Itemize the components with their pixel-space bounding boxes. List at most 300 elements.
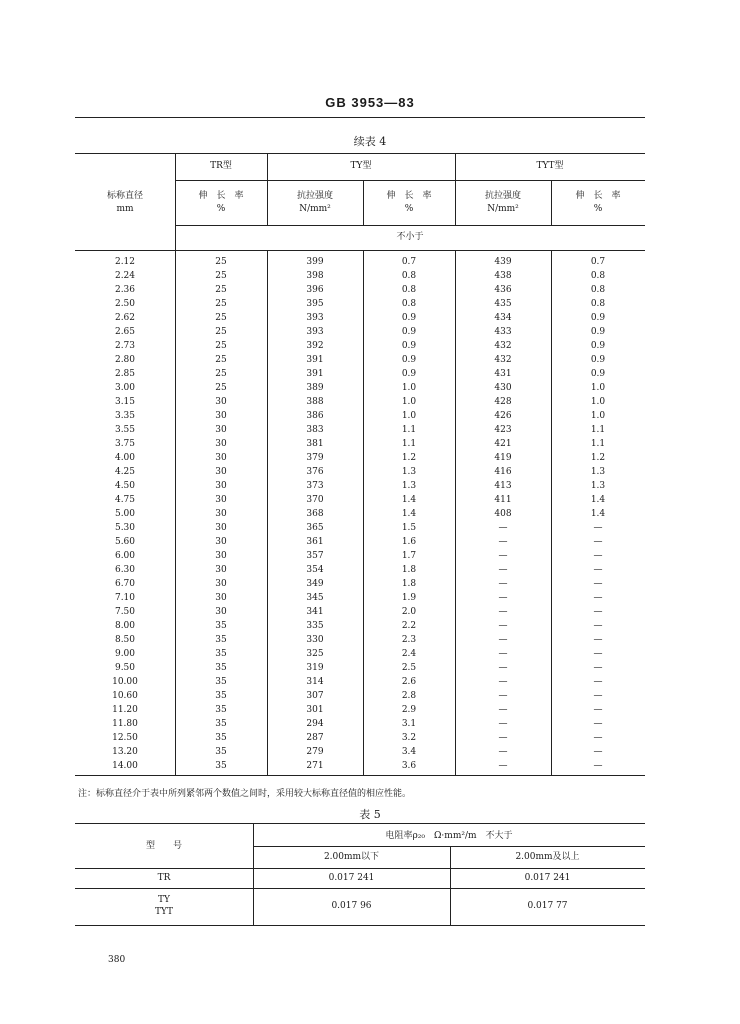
table-cell: — [498,523,508,533]
table-row [75,467,645,481]
t5-row-type: TY [158,895,170,905]
table-row [75,439,645,453]
table-cell: 396 [306,285,324,295]
table-cell: 2.24 [114,271,136,281]
table-cell: 287 [306,733,324,743]
table-cell: 376 [306,467,324,477]
table-cell: — [593,607,603,617]
table-row [75,621,645,635]
table-cell: — [498,537,508,547]
table-cell: 2.4 [401,649,417,659]
table-cell: 319 [306,663,324,673]
table-cell: 314 [306,677,324,687]
table-cell: 5.30 [114,523,136,533]
table-cell: 1.6 [401,537,417,547]
table-cell: — [593,523,603,533]
table-cell: 421 [494,439,512,449]
table-cell: 1.3 [401,467,417,477]
table-row [75,719,645,733]
table-cell: 1.0 [590,411,606,421]
table-row [75,537,645,551]
table-cell: 1.4 [590,495,606,505]
table-cell: 1.1 [590,425,606,435]
table-row [75,285,645,299]
table-cell: 11.80 [112,719,138,729]
table-cell: 6.30 [114,565,136,575]
table-cell: 30 [215,453,227,463]
table-cell: 365 [306,523,324,533]
table-cell: 393 [306,313,324,323]
table-cell: 0.7 [590,257,606,267]
table-cell: 330 [306,635,324,645]
table-row [75,327,645,341]
table-cell: 13.20 [112,747,138,757]
table-cell: 379 [306,453,324,463]
table-row [75,397,645,411]
table-cell: 35 [215,705,227,715]
table-cell: 2.85 [114,369,136,379]
table-cell: 25 [215,369,227,379]
table-cell: 2.9 [401,705,417,715]
table-cell: — [498,691,508,701]
table-cell: 391 [306,369,324,379]
header-rule [75,117,645,118]
table-cell: — [498,705,508,715]
table-cell: 413 [494,481,512,491]
table-cell: 341 [306,607,324,617]
table-cell: 294 [306,719,324,729]
table-cell: 2.36 [114,285,136,295]
table-row [75,299,645,313]
table-cell: — [498,733,508,743]
table-cell: 433 [494,327,512,337]
table-row [75,453,645,467]
table-row [75,593,645,607]
table-cell: 393 [306,327,324,337]
table-cell: — [498,747,508,757]
group-ty: TY型 [350,161,372,171]
table-cell: 30 [215,397,227,407]
table-cell: 11.20 [112,705,138,715]
table-cell: — [498,593,508,603]
table-cell: 30 [215,565,227,575]
table-cell: 2.5 [401,663,417,673]
table-cell: 35 [215,635,227,645]
t5-row-type2: TYT [155,907,173,917]
table-cell: 392 [306,341,324,351]
standard-header: GB 3953—83 [325,95,415,110]
table-row [75,579,645,593]
group-tyt: TYT型 [536,161,564,171]
table-cell: 0.8 [590,271,606,281]
table-cell: 1.4 [590,509,606,519]
table-cell: 35 [215,621,227,631]
table-cell: 35 [215,747,227,757]
table-cell: 432 [494,355,512,365]
table-cell: 1.0 [401,411,417,421]
table-cell: 30 [215,425,227,435]
table-cell: 2.3 [401,635,417,645]
table-cell: 3.15 [114,397,136,407]
table-cell: 35 [215,719,227,729]
table-cell: 1.8 [401,565,417,575]
table-cell: 9.00 [114,649,136,659]
table-cell: 3.55 [114,425,136,435]
table-row [75,383,645,397]
table-cell: — [498,677,508,687]
t5-row-a: 0.017 241 [328,873,375,883]
table-cell: 4.25 [114,467,136,477]
table-row [75,705,645,719]
table-cell: 3.00 [114,383,136,393]
table-row [75,509,645,523]
table-cell: 25 [215,313,227,323]
table-row [75,425,645,439]
table-cell: 2.50 [114,299,136,309]
table-row [75,355,645,369]
table-cell: 361 [306,537,324,547]
table-cell: 30 [215,551,227,561]
table-cell: 7.50 [114,607,136,617]
table-cell: 0.8 [590,285,606,295]
table-cell: 8.50 [114,635,136,645]
table-row [75,271,645,285]
table-row [75,523,645,537]
table-cell: — [593,537,603,547]
table-cell: 307 [306,691,324,701]
t5-row-rule [75,888,645,889]
table-cell: 35 [215,649,227,659]
t5-row-type: TR [157,873,171,883]
table-cell: 25 [215,383,227,393]
table-cell: 391 [306,355,324,365]
table-cell: 349 [306,579,324,589]
table-cell: 35 [215,691,227,701]
tyt-tensile-header: 抗拉强度 [484,191,521,201]
table-cell: 2.6 [401,677,417,687]
table-cell: 0.9 [401,369,417,379]
table-row [75,341,645,355]
table-cell: 434 [494,313,512,323]
table-cell: 1.4 [401,509,417,519]
t5-row-b: 0.017 241 [524,873,571,883]
table-cell: — [593,649,603,659]
table-cell: 0.9 [401,355,417,365]
table-cell: 408 [494,509,512,519]
table-cell: 3.1 [401,719,417,729]
table-cell: 1.1 [401,425,417,435]
table-cell: 1.3 [401,481,417,491]
table-cell: 430 [494,383,512,393]
table-cell: 411 [494,495,512,505]
t4-top-rule [75,153,645,154]
table-cell: 2.65 [114,327,136,337]
table-cell: — [593,691,603,701]
table5-title: 表 5 [359,808,381,821]
table-cell: 0.9 [401,313,417,323]
table-cell: 0.9 [590,369,606,379]
table-cell: 0.9 [590,313,606,323]
table-row [75,663,645,677]
table-cell: 2.12 [114,257,136,267]
table-cell: 4.00 [114,453,136,463]
table-row [75,733,645,747]
table-cell: — [593,593,603,603]
table-cell: 416 [494,467,512,477]
table-row [75,495,645,509]
t5-row-a: 0.017 96 [331,901,372,911]
table-cell: 0.9 [590,355,606,365]
table-cell: 1.2 [401,453,417,463]
col-nominal-unit: mm [116,204,134,214]
t5-col-type: 型 号 [145,841,182,851]
table-cell: 419 [494,453,512,463]
table-cell: 12.50 [112,733,138,743]
table-cell: 388 [306,397,324,407]
t5-sub-a: 2.00mm以下 [323,852,380,862]
table-cell: 1.0 [401,383,417,393]
table-cell: 0.8 [401,299,417,309]
table-cell: 25 [215,257,227,267]
table-cell: — [593,705,603,715]
table-cell: 368 [306,509,324,519]
table-cell: 30 [215,481,227,491]
table-cell: 1.1 [401,439,417,449]
table-cell: 325 [306,649,324,659]
table-cell: 2.62 [114,313,136,323]
not-less-than-label: 不小于 [396,232,424,242]
tr-elong-unit: % [216,204,226,214]
t5-top-rule [75,823,645,824]
t4-group-rule [175,180,645,181]
table-row [75,565,645,579]
group-tr: TR型 [210,161,232,171]
tyt-elong-header: 伸 长 率 [575,191,621,201]
table-cell: — [498,719,508,729]
ty-tensile-header: 抗拉强度 [296,191,333,201]
table-cell: 335 [306,621,324,631]
table-cell: 30 [215,467,227,477]
table-cell: 432 [494,341,512,351]
t5-mid-rule [253,846,645,847]
tr-elong-header: 伸 长 率 [198,191,244,201]
table-cell: 0.7 [401,257,417,267]
table-cell: 3.4 [401,747,417,757]
table-cell: 1.4 [401,495,417,505]
table-cell: 2.73 [114,341,136,351]
table-cell: 25 [215,285,227,295]
table-cell: 10.60 [112,691,138,701]
table-cell: 30 [215,523,227,533]
table-row [75,691,645,705]
table-cell: 4.75 [114,495,136,505]
table-cell: 423 [494,425,512,435]
table-cell: — [498,649,508,659]
table-cell: 3.35 [114,411,136,421]
table-cell: 354 [306,565,324,575]
table-cell: 35 [215,733,227,743]
table-cell: — [498,761,508,771]
table-cell: 30 [215,593,227,603]
table-cell: 8.00 [114,621,136,631]
table-cell: — [593,733,603,743]
table-cell: 1.2 [590,453,606,463]
table-cell: — [498,635,508,645]
table-cell: 3.2 [401,733,417,743]
table-cell: 2.2 [401,621,417,631]
table-cell: 30 [215,439,227,449]
table-cell: 0.9 [590,341,606,351]
table-cell: 438 [494,271,512,281]
table-cell: 436 [494,285,512,295]
table-cell: 357 [306,551,324,561]
table-cell: — [593,719,603,729]
table-cell: 439 [494,257,512,267]
table-cell: — [593,635,603,645]
table-cell: 30 [215,537,227,547]
table-cell: 345 [306,593,324,603]
table-row [75,481,645,495]
t5-row-b: 0.017 77 [527,901,568,911]
table-cell: — [593,663,603,673]
t5-bottom-rule [75,925,645,926]
table-cell: — [498,607,508,617]
table-cell: 1.0 [590,383,606,393]
t4-head-rule [75,250,645,251]
table-cell: 30 [215,509,227,519]
table-cell: — [593,677,603,687]
tyt-tensile-unit: N/mm² [487,204,519,214]
table-row [75,551,645,565]
table-cell: 381 [306,439,324,449]
table-cell: 399 [306,257,324,267]
table-cell: 395 [306,299,324,309]
table-cell: 0.8 [590,299,606,309]
table-cell: — [593,621,603,631]
table-cell: — [593,579,603,589]
table-cell: 25 [215,327,227,337]
t4-bottom-rule [75,775,645,776]
table-cell: 3.6 [401,761,417,771]
table-cell: 1.5 [401,523,417,533]
table-cell: 0.9 [590,327,606,337]
table-cell: 0.8 [401,271,417,281]
table-cell: 25 [215,271,227,281]
table-cell: 428 [494,397,512,407]
table-cell: 6.70 [114,579,136,589]
table-row [75,257,645,271]
table-cell: 9.50 [114,663,136,673]
table-cell: 35 [215,663,227,673]
table-cell: 373 [306,481,324,491]
table-cell: 25 [215,341,227,351]
table-row [75,649,645,663]
table-cell: — [498,551,508,561]
table-cell: 2.0 [401,607,417,617]
table-cell: — [498,565,508,575]
table-cell: 1.3 [590,481,606,491]
table-cell: — [498,621,508,631]
table-row [75,607,645,621]
table-cell: 1.9 [401,593,417,603]
table-cell: 3.75 [114,439,136,449]
page-number: 380 [108,955,126,965]
table-cell: 30 [215,495,227,505]
table-cell: 4.50 [114,481,136,491]
table-cell: — [593,747,603,757]
ty-elong-header: 伸 长 率 [386,191,432,201]
table-cell: 1.8 [401,579,417,589]
table-cell: 386 [306,411,324,421]
table-cell: 279 [306,747,324,757]
table-cell: 30 [215,411,227,421]
table-cell: 301 [306,705,324,715]
table-cell: 398 [306,271,324,281]
table-cell: 426 [494,411,512,421]
table-cell: 383 [306,425,324,435]
table-row [75,747,645,761]
table-cell: 5.60 [114,537,136,547]
table-cell: 389 [306,383,324,393]
table-cell: 0.9 [401,327,417,337]
table-cell: 435 [494,299,512,309]
table-cell: — [498,663,508,673]
tyt-elong-unit: % [593,204,603,214]
table-cell: 6.00 [114,551,136,561]
table-row [75,677,645,691]
col-nominal-label: 标称直径 [106,191,143,201]
table-cell: 35 [215,677,227,687]
table-cell: — [593,761,603,771]
t5-head-rule [75,868,645,869]
table-cell: 25 [215,355,227,365]
table-row [75,313,645,327]
table-cell: — [593,551,603,561]
table-cell: 1.7 [401,551,417,561]
table-cell: — [593,565,603,575]
table-cell: 1.0 [401,397,417,407]
table-cell: 25 [215,299,227,309]
t5-sub-b: 2.00mm及以上 [515,852,580,862]
table-row [75,411,645,425]
t4-subhead-rule [175,225,645,226]
table-row [75,761,645,775]
table-cell: 1.0 [590,397,606,407]
table-cell: 1.1 [590,439,606,449]
table-cell: 7.10 [114,593,136,603]
table-cell: 2.80 [114,355,136,365]
table-cell: 10.00 [112,677,138,687]
table-row [75,369,645,383]
table-cell: 35 [215,761,227,771]
ty-tensile-unit: N/mm² [299,204,331,214]
table-cell: 14.00 [112,761,138,771]
table-cell: 30 [215,607,227,617]
table4-note: 注：标称直径介于表中所列紧邻两个数值之间时，采用较大标称直径值的相应性能。 [78,789,412,799]
table-cell: 370 [306,495,324,505]
table-row [75,635,645,649]
table-cell: 30 [215,579,227,589]
table-cell: 271 [306,761,324,771]
table4-title: 续表 4 [353,135,387,148]
table-cell: 2.8 [401,691,417,701]
t5-resistivity-header: 电阻率ρ₂₀ Ω·mm²/m 不大于 [385,831,513,841]
table-cell: 5.00 [114,509,136,519]
ty-elong-unit: % [404,204,414,214]
table-cell: 431 [494,369,512,379]
table-cell: 0.9 [401,341,417,351]
table-cell: 0.8 [401,285,417,295]
